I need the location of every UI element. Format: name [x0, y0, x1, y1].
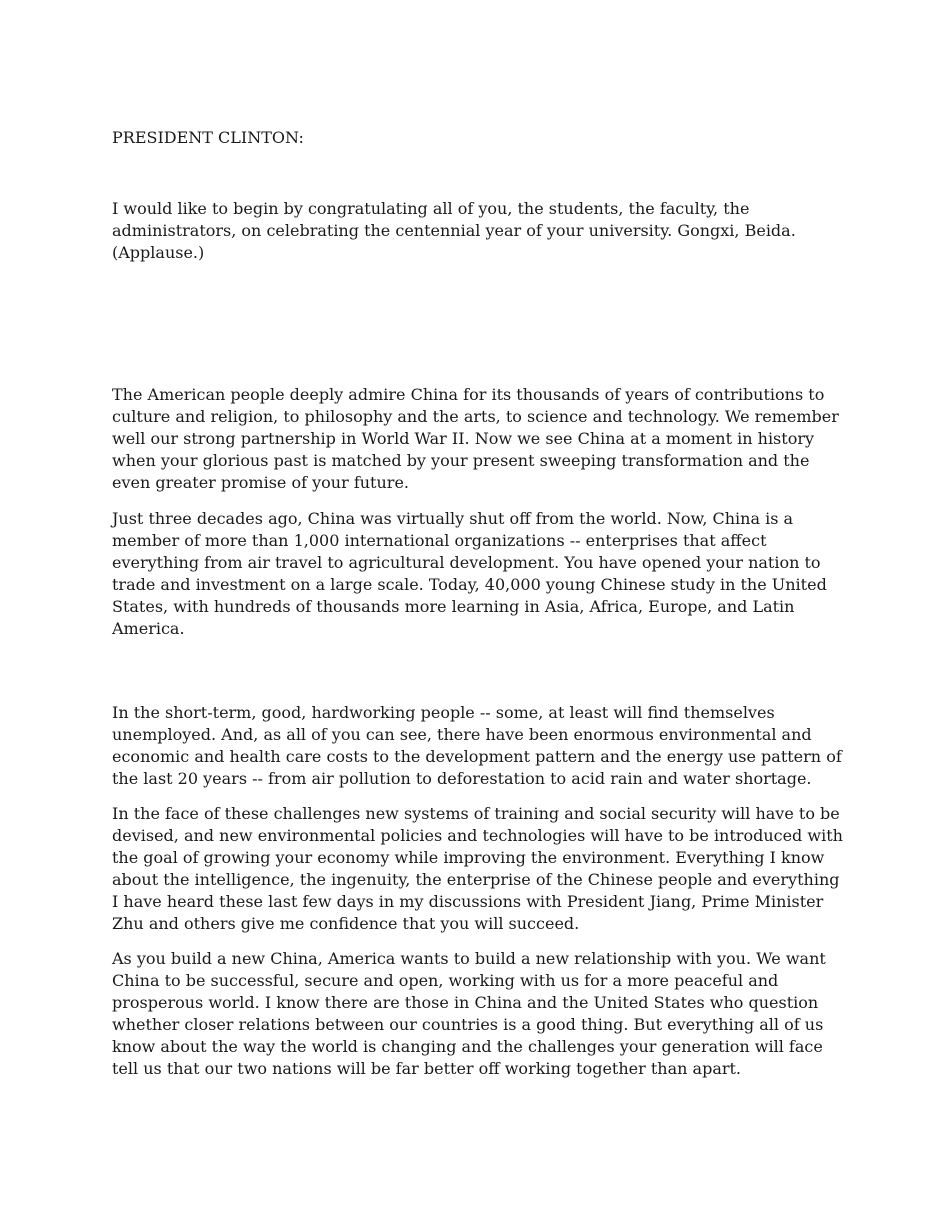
paragraph-admiration: The American people deeply admire China for its thousands of years of contributions to culture and religion, to philosophy and the arts, to science and technology. We remember well our strong partnership in World War II. Now we see China at a moment in history when your glorious past is matched by your present sweeping transformation and the even greater promise of your future.	[112, 385, 839, 492]
paragraph-opening: Just three decades ago, China was virtually shut off from the world. Now, China is a member of more than 1,000 international organizations -- enterprises that affect everything from air travel to agricultural development. You have opened your nation to trade and investment on a large scale. Today, 40,000 young Chinese study in the United States, with hundreds of thousands more learning in Asia, Africa, Europe, and Latin America.	[112, 509, 827, 638]
paragraph-congratulations: I would like to begin by congratulating all of you, the students, the faculty, the administrators, on celebrating the centennial year of your university. Gongxi, Beida. (Applause.)	[112, 199, 796, 262]
paragraph-costs: In the short-term, good, hardworking people -- some, at least will find themselves unemployed. And, as all of you can see, there have been enormous environmental and economic and health care costs to the development pattern and the energy use pattern of the last 20 years -- from air pollution to deforestation to acid rain and water shortage.	[112, 703, 842, 788]
paragraph-relationship: As you build a new China, America wants to build a new relationship with you. We want China to be successful, secure and open, working with us for a more peaceful and prosperous world. I know there are those in China and the United States who question whether closer relations between our countries is a good thing. But everything all of us know about the way the world is changing and the challenges your generation will face tell us that our two nations will be far better off working together than apart.	[112, 949, 826, 1078]
paragraph-challenges: In the face of these challenges new systems of training and social security will have to be devised, and new environmental policies and technologies will have to be introduced with the goal of growing your economy while improving the environment. Everything I know about the intelligence, the ingenuity, the enterprise of the Chinese people and everything I have heard these last few days in my discussions with President Jiang, Prime Minister Zhu and others give me confidence that you will succeed.	[112, 804, 843, 933]
speaker-heading: PRESIDENT CLINTON:	[112, 128, 304, 147]
